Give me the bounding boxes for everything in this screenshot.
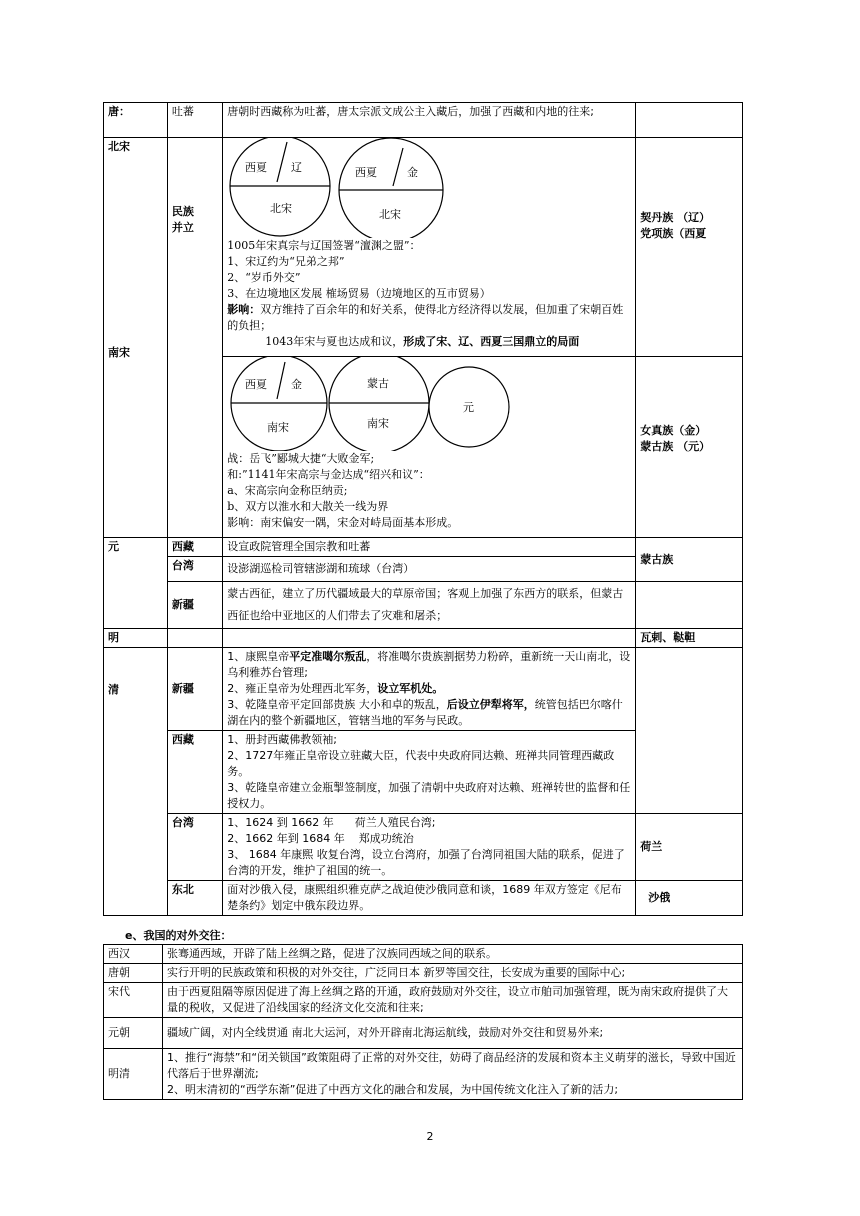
circle-diagram-1 xyxy=(230,138,330,236)
content-cell: 疆域广阔，对内全线贯通 南北大运河，对外开辟南北海运航线，鼓励对外交往和贸易外来; xyxy=(163,1018,743,1049)
foreign-relations-table xyxy=(103,944,743,1100)
tribe-cell: 沙俄 xyxy=(636,881,743,916)
content-cell: 设澎湖巡检司管辖澎湖和琉球（台湾） xyxy=(223,557,636,582)
text-line: a、宋高宗向金称臣纳贡; xyxy=(227,484,348,497)
tribe-cell: 蒙古族 xyxy=(636,538,743,582)
text-line xyxy=(227,649,631,681)
era-cell: 元 xyxy=(104,538,168,629)
content-cell: 由于西夏阻隔等原因促进了海上丝绸之路的开通，政府鼓励对外交往，设立市舶司加强管理，既为南宋政府提供了大量的税收，又促进了沿线国家的经济文化交流和往来; xyxy=(163,983,743,1018)
table-row xyxy=(104,103,743,138)
era-nansong: 南宋 xyxy=(108,346,130,359)
circle-label: 辽 xyxy=(291,161,303,174)
text-line xyxy=(227,681,631,697)
table-row xyxy=(104,648,743,731)
text-bold: 设立军机处。 xyxy=(377,682,444,695)
content-cell: 设宣政院管理全国宗教和吐蕃 xyxy=(223,538,636,557)
text-line: 2、1662 年到 1684 年 郑成功统治 xyxy=(227,832,414,845)
text-part: 统管包括巴尔喀什湖在内的整个新疆地区，管辖当地的军务与民政。 xyxy=(227,698,623,727)
tribe-cell xyxy=(636,138,743,357)
circle-diagram-3 xyxy=(429,367,509,447)
content-cell: 蒙古西征，建立了历代疆域最大的草原帝国；客观上加强了东西方的联系，但蒙古西征也给中亚地区的人们带去了灾难和屠杀； xyxy=(223,582,636,629)
circle-label: 金 xyxy=(407,166,419,179)
content-cell xyxy=(223,629,636,648)
circle-label: 西夏 xyxy=(355,166,378,179)
content-cell: 唐朝时西藏称为吐蕃，唐太宗派文成公主入藏后，加强了西藏和内地的往来; xyxy=(223,103,636,138)
text-bold: 平定准噶尔叛乱 xyxy=(289,650,367,663)
region-cell: 台湾 xyxy=(167,557,222,582)
circle-label: 元 xyxy=(463,401,475,414)
table-row xyxy=(104,629,743,648)
table-row xyxy=(104,881,743,916)
tribe-cell xyxy=(636,357,743,538)
content-cell xyxy=(223,138,636,357)
text-line: 2、“岁币外交” xyxy=(227,271,301,284)
circle-diagram-2 xyxy=(339,138,443,238)
text-line: b、双方以淮水和大散关一线为界 xyxy=(227,500,389,513)
text-line: 1、宋辽约为“兄弟之邦” xyxy=(227,255,345,268)
text-line: 2、明末清初的“西学东渐”促进了中西方文化的融合和发展，为中国传统文化注入了新的活力; xyxy=(167,1083,619,1096)
ethnic-relations-table xyxy=(103,102,743,916)
table-row xyxy=(104,814,743,881)
era-beisong: 北宋 xyxy=(108,140,130,153)
table-row xyxy=(104,945,743,964)
table-row xyxy=(104,964,743,983)
text-line: 和:”1141年宋高宗与金达成“绍兴和议”： xyxy=(227,468,430,481)
era-cell: 唐： xyxy=(104,103,168,138)
era-cell: 西汉 xyxy=(104,945,163,964)
text-part: 2、雍正皇帝为处理西北军务， xyxy=(227,682,378,695)
circle-label: 北宋 xyxy=(270,202,293,215)
table-row xyxy=(104,1018,743,1049)
content-cell xyxy=(223,731,636,814)
era-cell: 清 xyxy=(104,648,168,916)
tribe-cell xyxy=(636,103,743,138)
region-cell: 台湾 xyxy=(167,814,222,881)
text-line: 1、册封西藏佛教领袖; xyxy=(227,733,337,746)
text-line xyxy=(227,302,631,334)
circle-label: 西夏 xyxy=(245,161,268,174)
beisong-circle-diagram xyxy=(227,138,631,238)
topic-label: 民族并立 xyxy=(171,205,194,234)
content-cell xyxy=(223,357,636,538)
tribe-cell: 瓦剌、鞑靼 xyxy=(636,629,743,648)
region-cell: 新疆 xyxy=(167,648,222,731)
content-cell xyxy=(163,1049,743,1100)
impact-label: 影响： xyxy=(227,303,261,316)
tribe-cell: 荷兰 xyxy=(636,814,743,881)
text-line: 2、1727年雍正皇帝设立驻藏大臣，代表中央政府同达赖、班禅共同管理西藏政务。 xyxy=(227,749,615,778)
peace-prefix: 1043年宋与夏也达成和议， xyxy=(265,335,404,348)
text-part: 3、乾隆皇帝平定回部贵族 大小和卓的叛乱， xyxy=(227,698,447,711)
text-line: 1、1624 到 1662 年 荷兰人殖民台湾; xyxy=(227,816,436,829)
region-cell: 新疆 xyxy=(167,582,222,629)
circle-label: 蒙古 xyxy=(367,377,390,390)
text-line xyxy=(227,334,631,350)
content-cell xyxy=(223,814,636,881)
circle-label: 南宋 xyxy=(367,417,390,430)
era-cell: 宋代 xyxy=(104,983,163,1018)
text-bold: 后设立伊犁将军， xyxy=(446,698,535,711)
text-line: 影响：南宋偏安一隅，宋金对峙局面基本形成。 xyxy=(227,516,459,529)
era-cell xyxy=(104,138,168,538)
region-cell: 东北 xyxy=(167,881,222,916)
era-cell: 唐朝 xyxy=(104,964,163,983)
text-part: ，将准噶尔贵族割据势力粉碎，重新统一天山南北，设乌利雅苏台管理; xyxy=(227,650,631,679)
content-cell xyxy=(223,648,636,731)
text-line: 1005年宋真宗与辽国签署“澶渊之盟”： xyxy=(227,239,421,252)
circle-label: 西夏 xyxy=(245,378,268,391)
content-cell: 实行开明的民族政策和积极的对外交往，广泛同日本 新罗等国交往，长安成为重要的国际中心; xyxy=(163,964,743,983)
table-row xyxy=(104,138,743,357)
tribe-cell xyxy=(636,648,743,814)
impact-text: 双方维持了百余年的和好关系，使得北方经济得以发展，但加重了宋朝百姓的负担； xyxy=(227,303,624,332)
tribe-label: 女真族（金） xyxy=(640,424,707,437)
table-row xyxy=(104,1049,743,1100)
text-line: 3、 1684 年康熙 收复台湾，设立台湾府，加强了台湾同祖国大陆的联系，促进了台湾的开发，维护了祖国的统一。 xyxy=(227,848,625,877)
table-row xyxy=(104,983,743,1018)
text-part: 1、康熙皇帝 xyxy=(227,650,290,663)
peace-bold: 形成了宋、辽、西夏三国鼎立的局面 xyxy=(403,335,580,348)
region-cell: 吐蕃 xyxy=(167,103,222,138)
tribe-cell xyxy=(636,582,743,629)
circle-diagram-1 xyxy=(231,357,327,451)
era-cell: 明清 xyxy=(104,1049,163,1100)
tribe-label: 蒙古族 （元） xyxy=(640,440,711,453)
content-cell: 面对沙俄入侵，康熙组织雅克萨之战迫使沙俄同意和谈，1689 年双方签定《尼布楚条约》划定中俄东段边界。 xyxy=(223,881,636,916)
circle-label: 南宋 xyxy=(267,421,290,434)
nansong-circle-diagram xyxy=(227,357,631,451)
tribe-label: 契丹族 （辽） xyxy=(640,211,711,224)
text-line: 战：岳飞”郾城大捷“大败金军; xyxy=(227,452,375,465)
text-line xyxy=(227,697,631,729)
circle-diagram-2 xyxy=(329,357,429,451)
topic-cell xyxy=(167,138,222,538)
content-cell: 张骞通西域，开辟了陆上丝绸之路，促进了汉族同西域之间的联系。 xyxy=(163,945,743,964)
text-line: 3、乾隆皇帝建立金瓶掣签制度，加强了清朝中央政府对达赖、班禅转世的监督和任授权力。 xyxy=(227,781,631,810)
table-row xyxy=(104,582,743,629)
tribe-label: 党项族（西夏 xyxy=(640,227,707,240)
circle-label: 金 xyxy=(291,378,303,391)
table-row xyxy=(104,538,743,557)
region-cell: 西藏 xyxy=(167,538,222,557)
section-heading: e、我国的对外交往： xyxy=(125,929,232,942)
text-line: 1、推行“海禁”和“闭关锁国”政策阻碍了正常的对外交往，妨碍了商品经济的发展和资本主义萌芽的滋长，导致中国近代落后于世界潮流; xyxy=(167,1051,736,1080)
era-cell: 明 xyxy=(104,629,168,648)
region-cell xyxy=(167,629,222,648)
era-cell: 元朝 xyxy=(104,1018,163,1049)
circle-label: 北宋 xyxy=(379,208,402,221)
page-number: 2 xyxy=(426,1130,434,1143)
region-cell: 西藏 xyxy=(167,731,222,814)
text-line: 3、在边境地区发展 榷场贸易（边境地区的互市贸易） xyxy=(227,287,491,300)
